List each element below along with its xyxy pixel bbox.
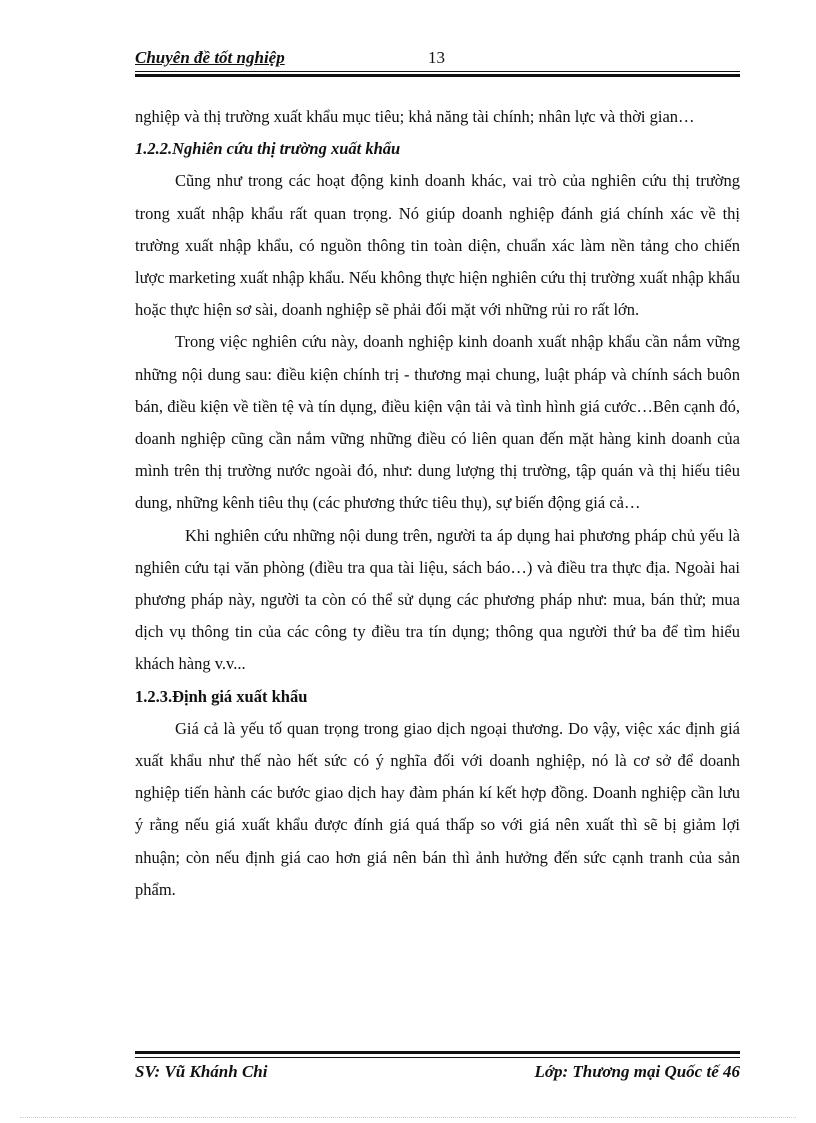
page-body bbox=[135, 101, 740, 906]
footer-student-name: SV: Vũ Khánh Chi bbox=[135, 1062, 268, 1081]
page-number: 13 bbox=[428, 48, 445, 67]
footer-rule-thin bbox=[135, 1057, 740, 1058]
section-heading-1-2-3: 1.2.3.Định giá xuất khẩu bbox=[135, 686, 308, 706]
footer-class-name: Lớp: Thương mại Quốc tế 46 bbox=[534, 1062, 740, 1081]
paragraph-intro: nghiệp và thị trường xuất khẩu mục tiêu; khả năng tài chính; nhân lực và thời gian… bbox=[135, 107, 695, 126]
header-rule-thick bbox=[135, 74, 740, 77]
paragraph-research-contents: Trong việc nghiên cứu này, doanh nghiệp kinh doanh xuất nhập khẩu cần nắm vững những nội dung sau: điều kiện chính trị - thương mại chung, luật pháp và chính sách buôn bán, điều kiện về tiền tệ và tín dụng, điều kiện vận tải và tình hình giá cước…Bên cạnh đó, doanh nghiệp cũng cần nắm vững những điều có liên quan đến mặt hàng kinh doanh của mình trên thị trường nước ngoài đó, như: dung lượng thị trường, tập quán và thị hiếu tiêu dung, những kênh tiêu thụ (các phương thức tiêu thụ), sự biến động giá cả… bbox=[135, 332, 740, 513]
paragraph-export-pricing: Giá cả là yếu tố quan trọng trong giao dịch ngoại thương. Do vậy, việc xác định giá xuất khẩu như thế nào hết sức có ý nghĩa đối với doanh nghiệp, nó là cơ sở để doanh nghiệp tiến hành các bước giao dịch hay đàm phán kí kết hợp đồng. Doanh nghiệp cần lưu ý rằng nếu giá xuất khẩu được đính giá quá thấp so với giá nên xuất thì sẽ bị giảm lợi nhuận; còn nếu định giá cao hơn giá nên bán thì ảnh hưởng đến sức cạnh tranh của sản phẩm. bbox=[135, 718, 740, 899]
footer-rule-thick bbox=[135, 1051, 740, 1054]
document-title: Chuyên đề tốt nghiệp bbox=[135, 48, 285, 67]
page-footer bbox=[135, 1062, 740, 1086]
section-heading-1-2-2: 1.2.2.Nghiên cứu thị trường xuất khẩu bbox=[135, 139, 401, 159]
page-bottom-edge bbox=[20, 1117, 796, 1118]
paragraph-market-research-role: Cũng như trong các hoạt động kinh doanh khác, vai trò của nghiên cứu thị trường trong xuất nhập khẩu rất quan trọng. Nó giúp doanh nghiệp đánh giá chính xác về thị trường xuất nhập khẩu, có nguồn thông tin toàn diện, chuẩn xác làm nền tảng cho chiến lược marketing xuất nhập khẩu. Nếu không thực hiện nghiên cứu thị trường xuất nhập khẩu hoặc thực hiện sơ sài, doanh nghiệp sẽ phải đối mặt với những rủi ro rất lớn. bbox=[135, 171, 740, 320]
header-rule-thin bbox=[135, 71, 740, 72]
paragraph-research-methods: Khi nghiên cứu những nội dung trên, người ta áp dụng hai phương pháp chủ yếu là nghiên cứu tại văn phòng (điều tra qua tài liệu, sách báo…) và điều tra thực địa. Ngoài hai phương pháp này, người ta còn có thể sử dụng các phương pháp như: mua, bán thử; mua dịch vụ thông tin của các công ty điều tra tín dụng; thông qua người thứ ba để tìm hiểu khách hàng v.v... bbox=[135, 525, 740, 674]
page-header bbox=[135, 48, 740, 70]
